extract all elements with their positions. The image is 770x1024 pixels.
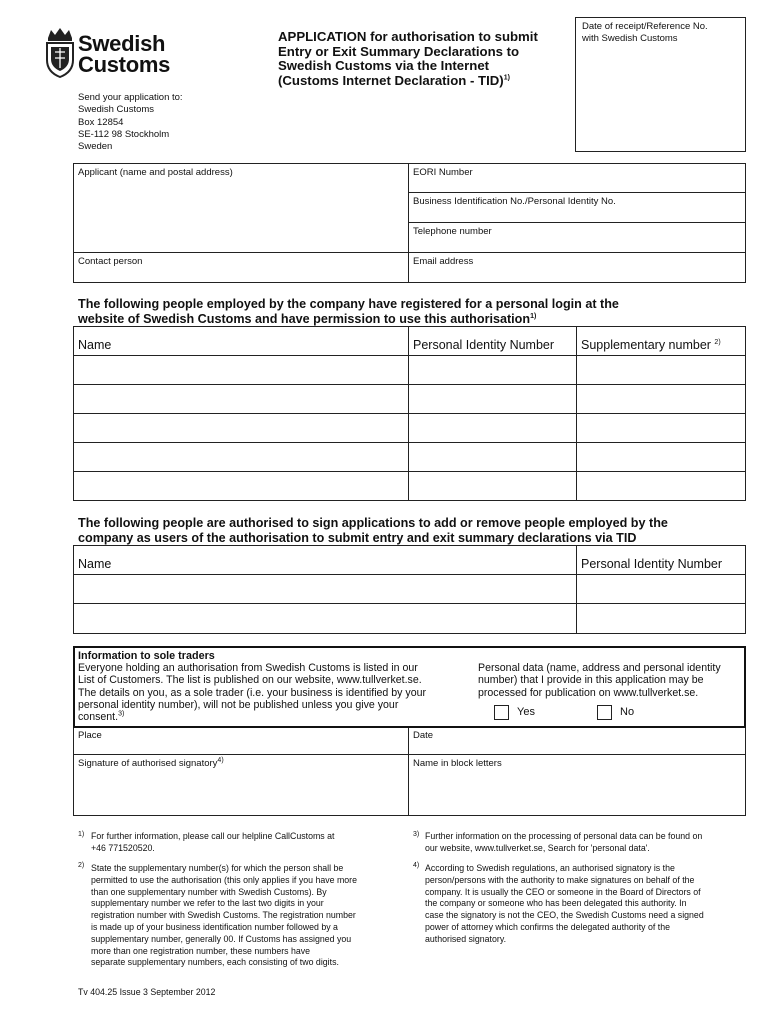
section1-heading — [78, 297, 748, 327]
footnote-2-marker: 2) — [78, 862, 85, 869]
footnote-3 — [425, 831, 745, 855]
logo-line-2: Customs — [78, 52, 171, 77]
col-header-name: Name — [78, 338, 112, 352]
date-field[interactable]: Date — [413, 730, 434, 741]
title-line-1: APPLICATION for authorisation to submit — [278, 29, 538, 44]
footnote-line: the company or someone who has been delegated this authority. In — [425, 898, 687, 909]
receipt-label-line-2: with Swedish Customs — [582, 33, 678, 44]
no-label: No — [620, 706, 635, 718]
table-row[interactable] — [73, 443, 746, 471]
table-row[interactable] — [73, 575, 746, 603]
business-id-field[interactable]: Business Identification No./Personal Identity No. — [413, 196, 616, 207]
signature-block — [73, 728, 746, 816]
yes-checkbox[interactable] — [494, 705, 509, 720]
footnote-2 — [91, 863, 411, 969]
receipt-label-line-1: Date of receipt/Reference No. — [582, 21, 708, 32]
table-row[interactable] — [73, 604, 746, 633]
col-header-name: Name — [78, 557, 112, 571]
applicant-block — [73, 163, 746, 283]
consent-line: Personal data (name, address and personal identity — [478, 662, 721, 674]
section2-heading — [78, 516, 748, 546]
footnote-line: than one supplementary number with Swedish Customs). By — [91, 886, 327, 897]
footnote-line: case the signatory is not the CEO, the Swedish Customs need a signed — [425, 910, 704, 921]
info-line: The details on you, as a sole trader (i.e. your business is identified by your — [78, 686, 427, 699]
footnote-line: is made up of your business identification number followed by a — [91, 921, 338, 932]
send-to-heading: Send your application to: — [78, 92, 183, 103]
section2-heading-line-2: company as users of the authorisation to submit entry and exit summary declarations via TID — [78, 531, 637, 545]
supplementary-footnote-ref: 2) — [714, 338, 721, 346]
section1-heading-line-2 — [78, 312, 748, 327]
address-line: SE-112 98 Stockholm — [78, 128, 170, 140]
footnote-line: registration number with Swedish Customs. The registration number — [91, 910, 356, 921]
address-line: Box 12854 — [78, 116, 124, 128]
info-line-text: consent. — [78, 711, 119, 724]
col-header-supplementary-number — [581, 338, 721, 352]
info-line — [78, 711, 458, 723]
footnote-line: authorised signatory. — [425, 933, 507, 944]
crown-crest-icon — [45, 26, 75, 78]
col-header-supplementary-text: Supplementary number — [581, 338, 711, 352]
footnote-line: supplementary number, generally 00. If Customs has assigned you — [91, 933, 352, 944]
address-line: Sweden — [78, 141, 113, 153]
consent-line: processed for publication on www.tullverket.se. — [478, 686, 699, 699]
footnote-4-marker: 4) — [413, 862, 420, 869]
personal-data-footnote-ref: 3) — [118, 710, 125, 718]
col-header-personal-identity-number: Personal Identity Number — [581, 557, 723, 571]
footnote-line: According to Swedish regulations, an authorised signatory is the — [425, 863, 675, 873]
info-line: List of Customers. The list is published on our website, www.tullverket.se. — [78, 674, 422, 687]
footnote-line: +46 771520520. — [91, 842, 155, 853]
send-to-address — [78, 92, 183, 153]
receipt-reference-box[interactable] — [575, 17, 746, 152]
footnote-4 — [425, 863, 745, 946]
block-letters-name-field[interactable]: Name in block letters — [413, 758, 502, 769]
title-footnote-ref: 1) — [503, 74, 510, 82]
contact-person-field[interactable]: Contact person — [78, 256, 143, 267]
section1-footnote-ref: 1) — [530, 312, 537, 320]
no-checkbox[interactable] — [597, 705, 612, 720]
signatory-footnote-ref: 4) — [217, 756, 224, 764]
footnote-line: supplementary number we refer to the last two digits in your — [91, 898, 324, 909]
footnote-line: Further information on the processing of personal data can be found on — [425, 831, 703, 841]
table-row[interactable] — [73, 472, 746, 500]
section2-heading-line-1: The following people are authorised to sign applications to add or remove people employed by the — [78, 516, 668, 530]
personal-data-consent-text — [478, 662, 738, 699]
footnote-line: State the supplementary number(s) for which the person shall be — [91, 863, 344, 873]
footnote-line: our website, www.tullverket.se, Search for 'personal data'. — [425, 842, 650, 853]
footnote-line: power of attorney which confirms the delegated authority of the — [425, 921, 670, 932]
yes-label: Yes — [517, 706, 535, 718]
telephone-field[interactable]: Telephone number — [413, 226, 492, 237]
title-line-4-text: (Customs Internet Declaration - TID) — [278, 72, 504, 88]
title-line-3: Swedish Customs via the Internet — [278, 58, 490, 73]
sole-traders-info — [78, 662, 458, 723]
footnote-line: For further information, please call our helpline CallCustoms at — [91, 831, 335, 841]
logo-line-1: Swedish — [78, 31, 166, 56]
section1-heading-line-2-text: website of Swedish Customs and have permission to use this authorisation — [78, 312, 531, 326]
footnote-line: company. It is usually the CEO or someone in the Board of Directors of — [425, 886, 701, 897]
info-line: personal identity number), will not be published unless you give your — [78, 698, 399, 711]
footnote-line: more than one registration number, these numbers have — [91, 945, 311, 956]
swedish-customs-logo — [45, 26, 185, 82]
title-line-4 — [278, 74, 568, 89]
table-row[interactable] — [73, 385, 746, 413]
title-line-2: Entry or Exit Summary Declarations to — [278, 43, 520, 59]
address-line: Swedish Customs — [78, 104, 155, 116]
footnote-1 — [91, 831, 411, 855]
footnote-line: person/persons with the authority to make signatures on behalf of the — [425, 874, 695, 885]
email-address-field[interactable]: Email address — [413, 256, 474, 267]
section1-heading-line-1: The following people employed by the company have registered for a personal login at the — [78, 297, 619, 311]
footnote-line: separate supplementary numbers, each consisting of two digits. — [91, 957, 339, 968]
form-id: Tv 404.25 Issue 3 September 2012 — [78, 987, 216, 997]
place-field[interactable]: Place — [78, 730, 102, 741]
signature-label: Signature of authorised signatory — [78, 758, 218, 769]
footnote-line: permitted to use the authorisation (this only applies if you have more — [91, 874, 358, 885]
eori-number-field[interactable]: EORI Number — [413, 167, 473, 178]
footnote-3-marker: 3) — [413, 831, 420, 838]
table-row[interactable] — [73, 356, 746, 384]
applicant-name-address-field[interactable]: Applicant (name and postal address) — [78, 167, 233, 178]
table-row[interactable] — [73, 414, 746, 442]
sole-traders-heading: Information to sole traders — [78, 650, 215, 662]
info-line: Everyone holding an authorisation from Swedish Customs is listed in our — [78, 662, 418, 674]
page-title — [278, 30, 568, 88]
consent-line: number) that I provide in this application may be — [478, 674, 704, 687]
signature-field[interactable] — [78, 758, 224, 770]
col-header-personal-identity-number: Personal Identity Number — [413, 338, 555, 352]
footnote-1-marker: 1) — [78, 831, 85, 838]
